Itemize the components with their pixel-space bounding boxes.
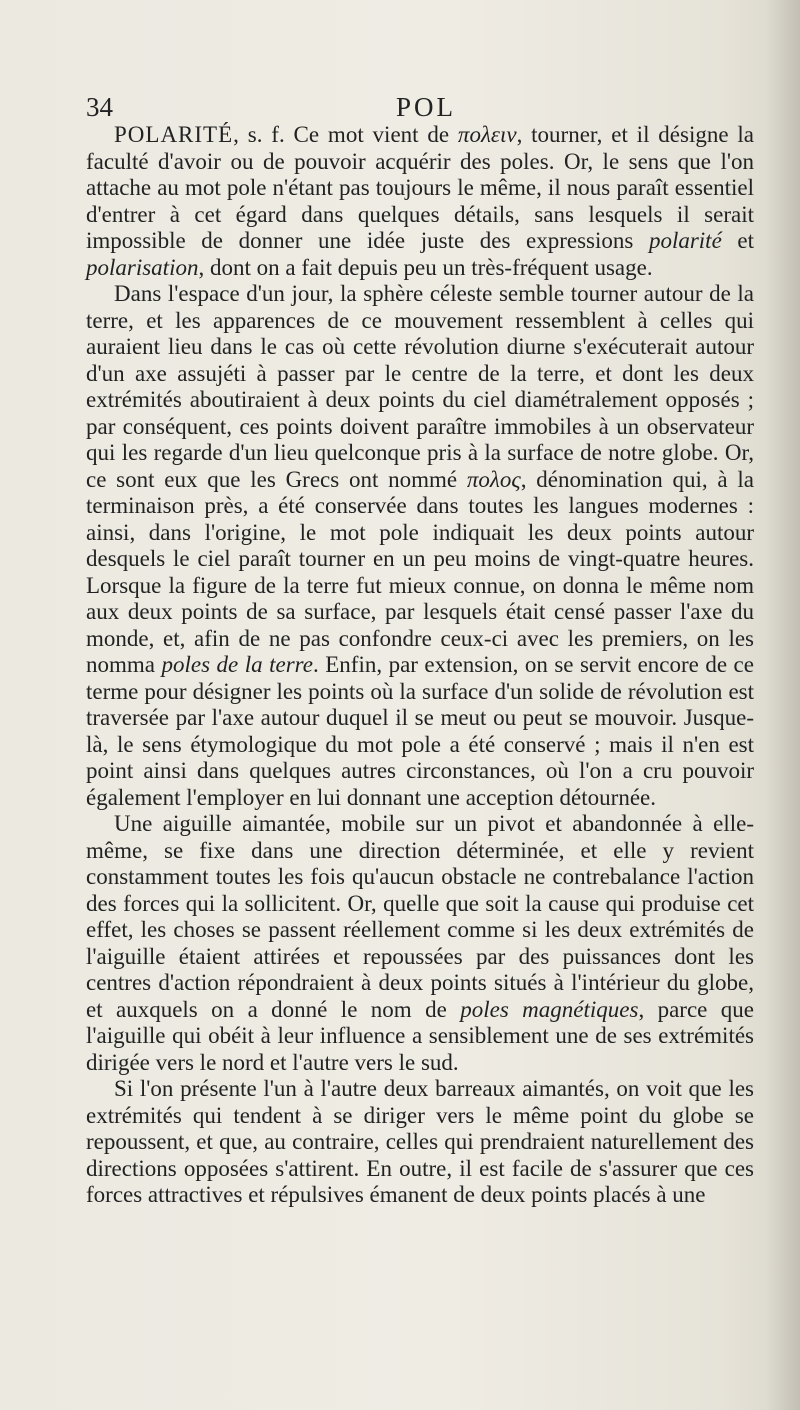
body-text xyxy=(86,122,754,1209)
paragraph-polarite xyxy=(86,122,754,281)
text-segment: , s. f. Ce mot vient de xyxy=(233,122,458,147)
paragraph-aiguille-aimantee xyxy=(86,811,754,1076)
text-segment: . Enfin, par extension, on se servit encore de ce terme pour désigner les points où la surface d'un solide de révolution est traversée par l'axe autour duquel il se meut ou peut se mouvoir. Jusque-là, le sens étymologique du mot pole a été conservé ; mais il n'en est point ainsi dans quelques autres circonstances, où l'on a cru pouvoir également l'employer en lui donnant une acception détournée. xyxy=(86,652,754,810)
page-edge-shadow xyxy=(766,0,800,1410)
text-segment: , parce que l'aiguille qui obéit à leur influence a sensiblement une de ses extrémités dirigée vers le nord et l'autre vers le sud. xyxy=(86,996,754,1075)
italic-term: poles de la terre xyxy=(161,652,313,677)
running-head: POL xyxy=(396,92,457,122)
italic-term: polarité xyxy=(648,228,722,253)
text-segment: , dénomination qui, à la terminaison près, a été conservée dans toutes les langues modernes : ainsi, dans l'origine, le mot pole indiquait les deux points autour desquels le ciel paraît tourner en un peu moins de vingt-quatre heures. Lorsque la figure de la terre fut mieux connue, on donna le même nom aux deux points de sa surface, par lesquels était censé passer l'axe du monde, et, afin de ne pas confondre ceux-ci avec les premiers, on les nomma xyxy=(86,466,754,677)
paragraph-barreaux-aimantes xyxy=(86,1076,754,1209)
greek-word: πολος xyxy=(466,466,521,492)
page-header xyxy=(86,92,686,122)
italic-term: polarisation xyxy=(86,254,199,280)
text-segment: Dans l'espace d'un jour, la sphère céleste semble tourner autour de la terre, et les apparences de ce mouvement ressemblent à celles qui auraient lieu dans le cas où cette révolution diurne s'exécuterait autour d'un axe assujéti à passer par le centre de la terre, et dont les deux extrémités aboutiraient à deux points du ciel diamétralement opposés ; par conséquent, ces points doivent paraître immobiles à un observateur qui les regarde d'un lieu quelconque pris à la surface de notre globe. Or, ce sont eux que les Grecs ont nommé xyxy=(86,281,754,492)
text-segment: et xyxy=(721,228,754,253)
italic-term: poles magnétiques xyxy=(460,996,639,1022)
text-segment: Une aiguille aimantée, mobile sur un pivot et abandonnée à elle-même, se fixe dans une direction déterminée, et elle y revient constamment toutes les fois qu'aucun obstacle ne contrebalance l'action des forces qui la sollicitent. Or, quelle que soit la cause qui produise cet effet, les choses se passent réellement comme si les deux extrémités de l'aiguille étaient attirées et repoussées par des puissances dont les centres d'action répondraient à deux points situés à l'intérieur du globe, et auxquels on a donné le nom de xyxy=(86,811,754,1022)
text-segment: , dont on a fait depuis peu un très-fréquent usage. xyxy=(198,254,653,280)
greek-word: πολειν xyxy=(457,122,517,147)
page-number: 34 xyxy=(86,92,113,122)
entry-term: POLARITÉ xyxy=(114,122,234,147)
paragraph-sphere-celeste xyxy=(86,281,754,811)
text-segment: Si l'on présente l'un à l'autre deux barreaux aimantés, on voit que les extrémités qui tendent à se diriger vers le même point du globe se repoussent, et que, au contraire, celles qui prendraient naturellement des directions opposées s'attirent. En outre, il est facile de s'assurer que ces forces attractives et répulsives émanent de deux points placés à une xyxy=(86,1076,754,1207)
text-segment: , tourner, et il désigne la faculté d'avoir ou de pouvoir acquérir des poles. Or, le sens que l'on attache au mot pole n'étant pas toujours le même, il nous paraît essentiel d'entrer à cet égard dans quelques détails, sans lesquels il serait impossible de donner une idée juste des expressions xyxy=(86,122,754,253)
